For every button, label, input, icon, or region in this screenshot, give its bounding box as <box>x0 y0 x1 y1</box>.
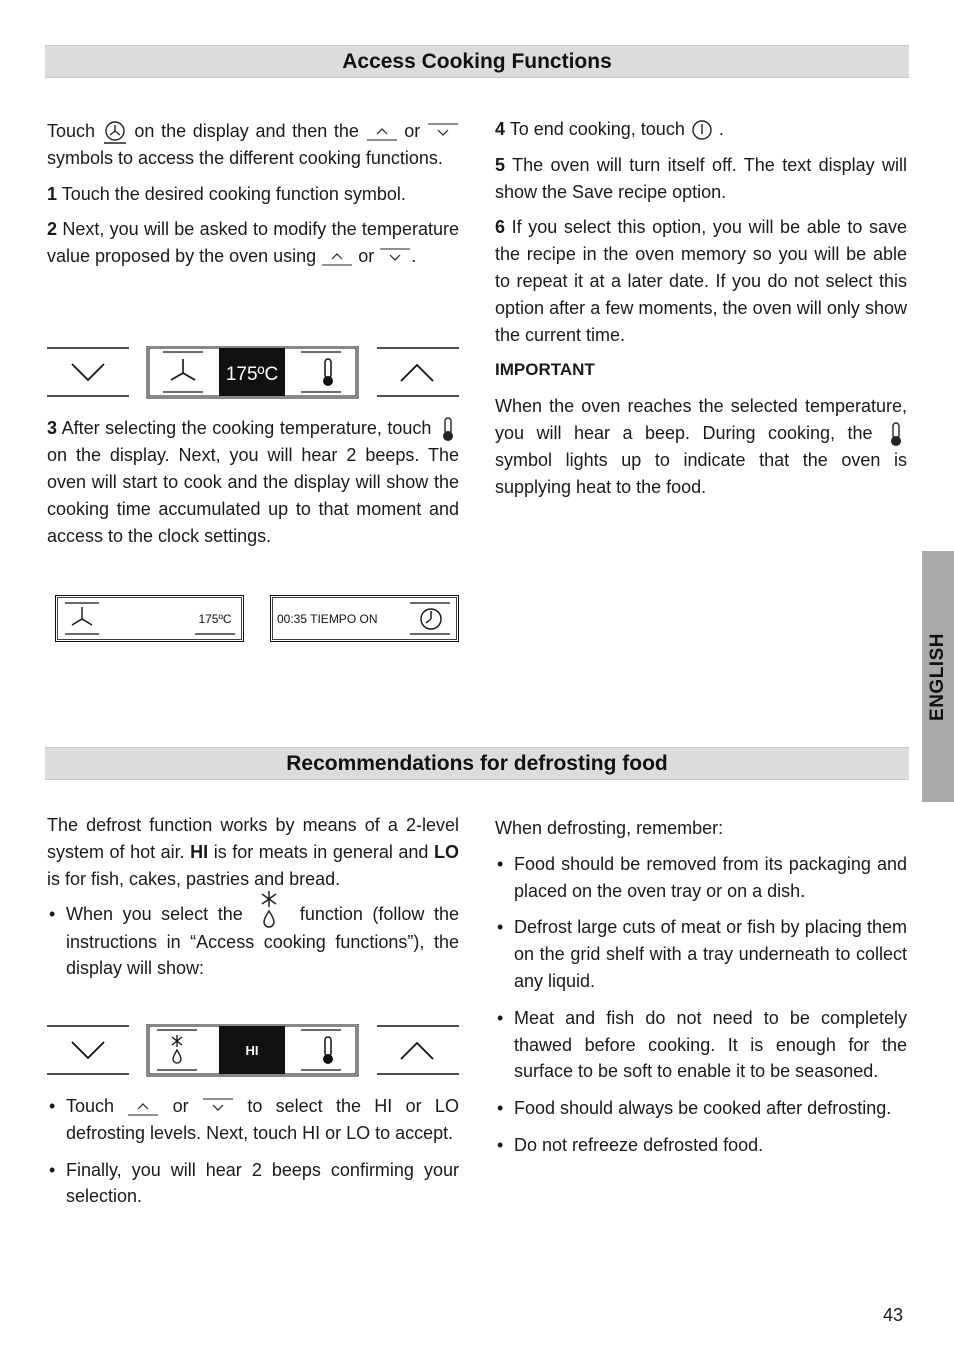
arrow-up-icon <box>366 122 398 142</box>
display-down-button[interactable] <box>47 348 129 396</box>
section2-left-column <box>47 812 459 992</box>
display-up-button[interactable] <box>377 1026 459 1074</box>
section-title-access-cooking: Access Cooking Functions <box>45 45 909 78</box>
defrost-intro: The defrost function works by means of a 2-level system of hot air. HI is for meats in general and LO is for fish, cakes, pastries and bread. <box>47 815 459 889</box>
section1-left-column <box>47 118 459 279</box>
list-item: • Do not refreeze defrosted food. <box>495 1132 907 1159</box>
oven-display-defrost <box>47 1024 459 1078</box>
cooking-time-text: 00:35 TIEMPO ON <box>277 612 378 626</box>
step-4: 4 To end cooking, touch . <box>495 116 907 143</box>
list-item: • When you select the function (follow the instructions in “Access cooking functions”), the display will show: <box>47 901 459 982</box>
language-label: ENGLISH <box>927 632 948 721</box>
list-item: • Defrost large cuts of meat or fish by placing them on the grid shelf with a tray underneath to collect any liquid. <box>495 914 907 994</box>
display-down-button[interactable] <box>47 1026 129 1074</box>
thermometer-icon[interactable] <box>301 1030 341 1070</box>
oven-display-fan-temp <box>55 595 245 643</box>
fan-function-icon[interactable] <box>163 352 203 392</box>
important-paragraph: When the oven reaches the selected temperature, you will hear a beep. During cooking, the symbol lights up to indicate that the oven is supplying heat to the food. <box>495 396 907 498</box>
temperature-value: 175ºC <box>225 364 279 385</box>
important-label: IMPORTANT <box>495 360 595 380</box>
list-item: • Meat and fish do not need to be completely thawed before cooking. It is enough for the surface to be soft to enable it to be seasoned. <box>495 1005 907 1085</box>
defrost-icon[interactable] <box>157 1030 197 1070</box>
step-2: 2 Next, you will be asked to modify the temperature value proposed by the oven using or . <box>47 219 459 267</box>
step-3-block <box>47 415 459 558</box>
step-1: 1 Touch the desired cooking function symbol. <box>47 183 406 204</box>
defrost-remember-intro: When defrosting, remember: <box>495 818 724 838</box>
step-5: 5 The oven will turn itself off. The text display will show the Save recipe option. <box>495 154 907 202</box>
clock-icon[interactable] <box>410 603 450 634</box>
oven-display-cooking-time <box>270 595 460 643</box>
defrost-icon <box>258 889 280 929</box>
power-off-icon <box>690 118 714 142</box>
arrow-up-icon <box>127 1097 159 1117</box>
step-3: 3 After selecting the cooking temperature, touch on the display. Next, you will hear 2 beeps. The oven will start to cook and the display will show the cooking time accumulated up to that moment and access to the clock settings. <box>47 418 459 546</box>
display-up-button[interactable] <box>377 348 459 396</box>
section2-right-column <box>495 815 907 1169</box>
list-item: • Food should always be cooked after defrosting. <box>495 1095 907 1122</box>
fan-function-icon <box>65 603 99 634</box>
thermometer-icon[interactable] <box>301 352 341 392</box>
thermometer-icon <box>885 421 907 447</box>
section-title-defrosting: Recommendations for defrosting food <box>45 747 909 780</box>
list-item: • Food should be removed from its packaging and placed on the oven tray or on a dish. <box>495 851 907 905</box>
step-6: 6 If you select this option, you will be able to save the recipe in the oven memory so you will be able to repeat it at a later date. If you do not select this option after a few moments, the oven will only show the current time. <box>495 217 907 345</box>
page-number: 43 <box>883 1305 904 1325</box>
arrow-up-icon <box>321 247 353 267</box>
temperature-value: 175ºC <box>198 612 232 626</box>
list-item: • Touch or to select the HI or LO defrosting levels. Next, touch HI or LO to accept. <box>47 1093 459 1147</box>
defrost-level-value: HI <box>245 1043 259 1058</box>
arrow-down-icon <box>379 247 411 267</box>
arrow-down-icon <box>427 122 459 142</box>
section2-left-column-lower <box>47 1093 459 1220</box>
section1-right-column <box>495 116 907 510</box>
oven-display-temperature <box>47 346 459 400</box>
arrow-down-icon <box>202 1097 234 1117</box>
functions-icon <box>102 120 128 144</box>
language-tab <box>922 551 954 802</box>
intro-paragraph: Touch on the display and then the or symbols to access the different cooking functions. <box>47 118 459 172</box>
list-item: • Finally, you will hear 2 beeps confirming your selection. <box>47 1157 459 1211</box>
thermometer-icon <box>437 416 459 442</box>
